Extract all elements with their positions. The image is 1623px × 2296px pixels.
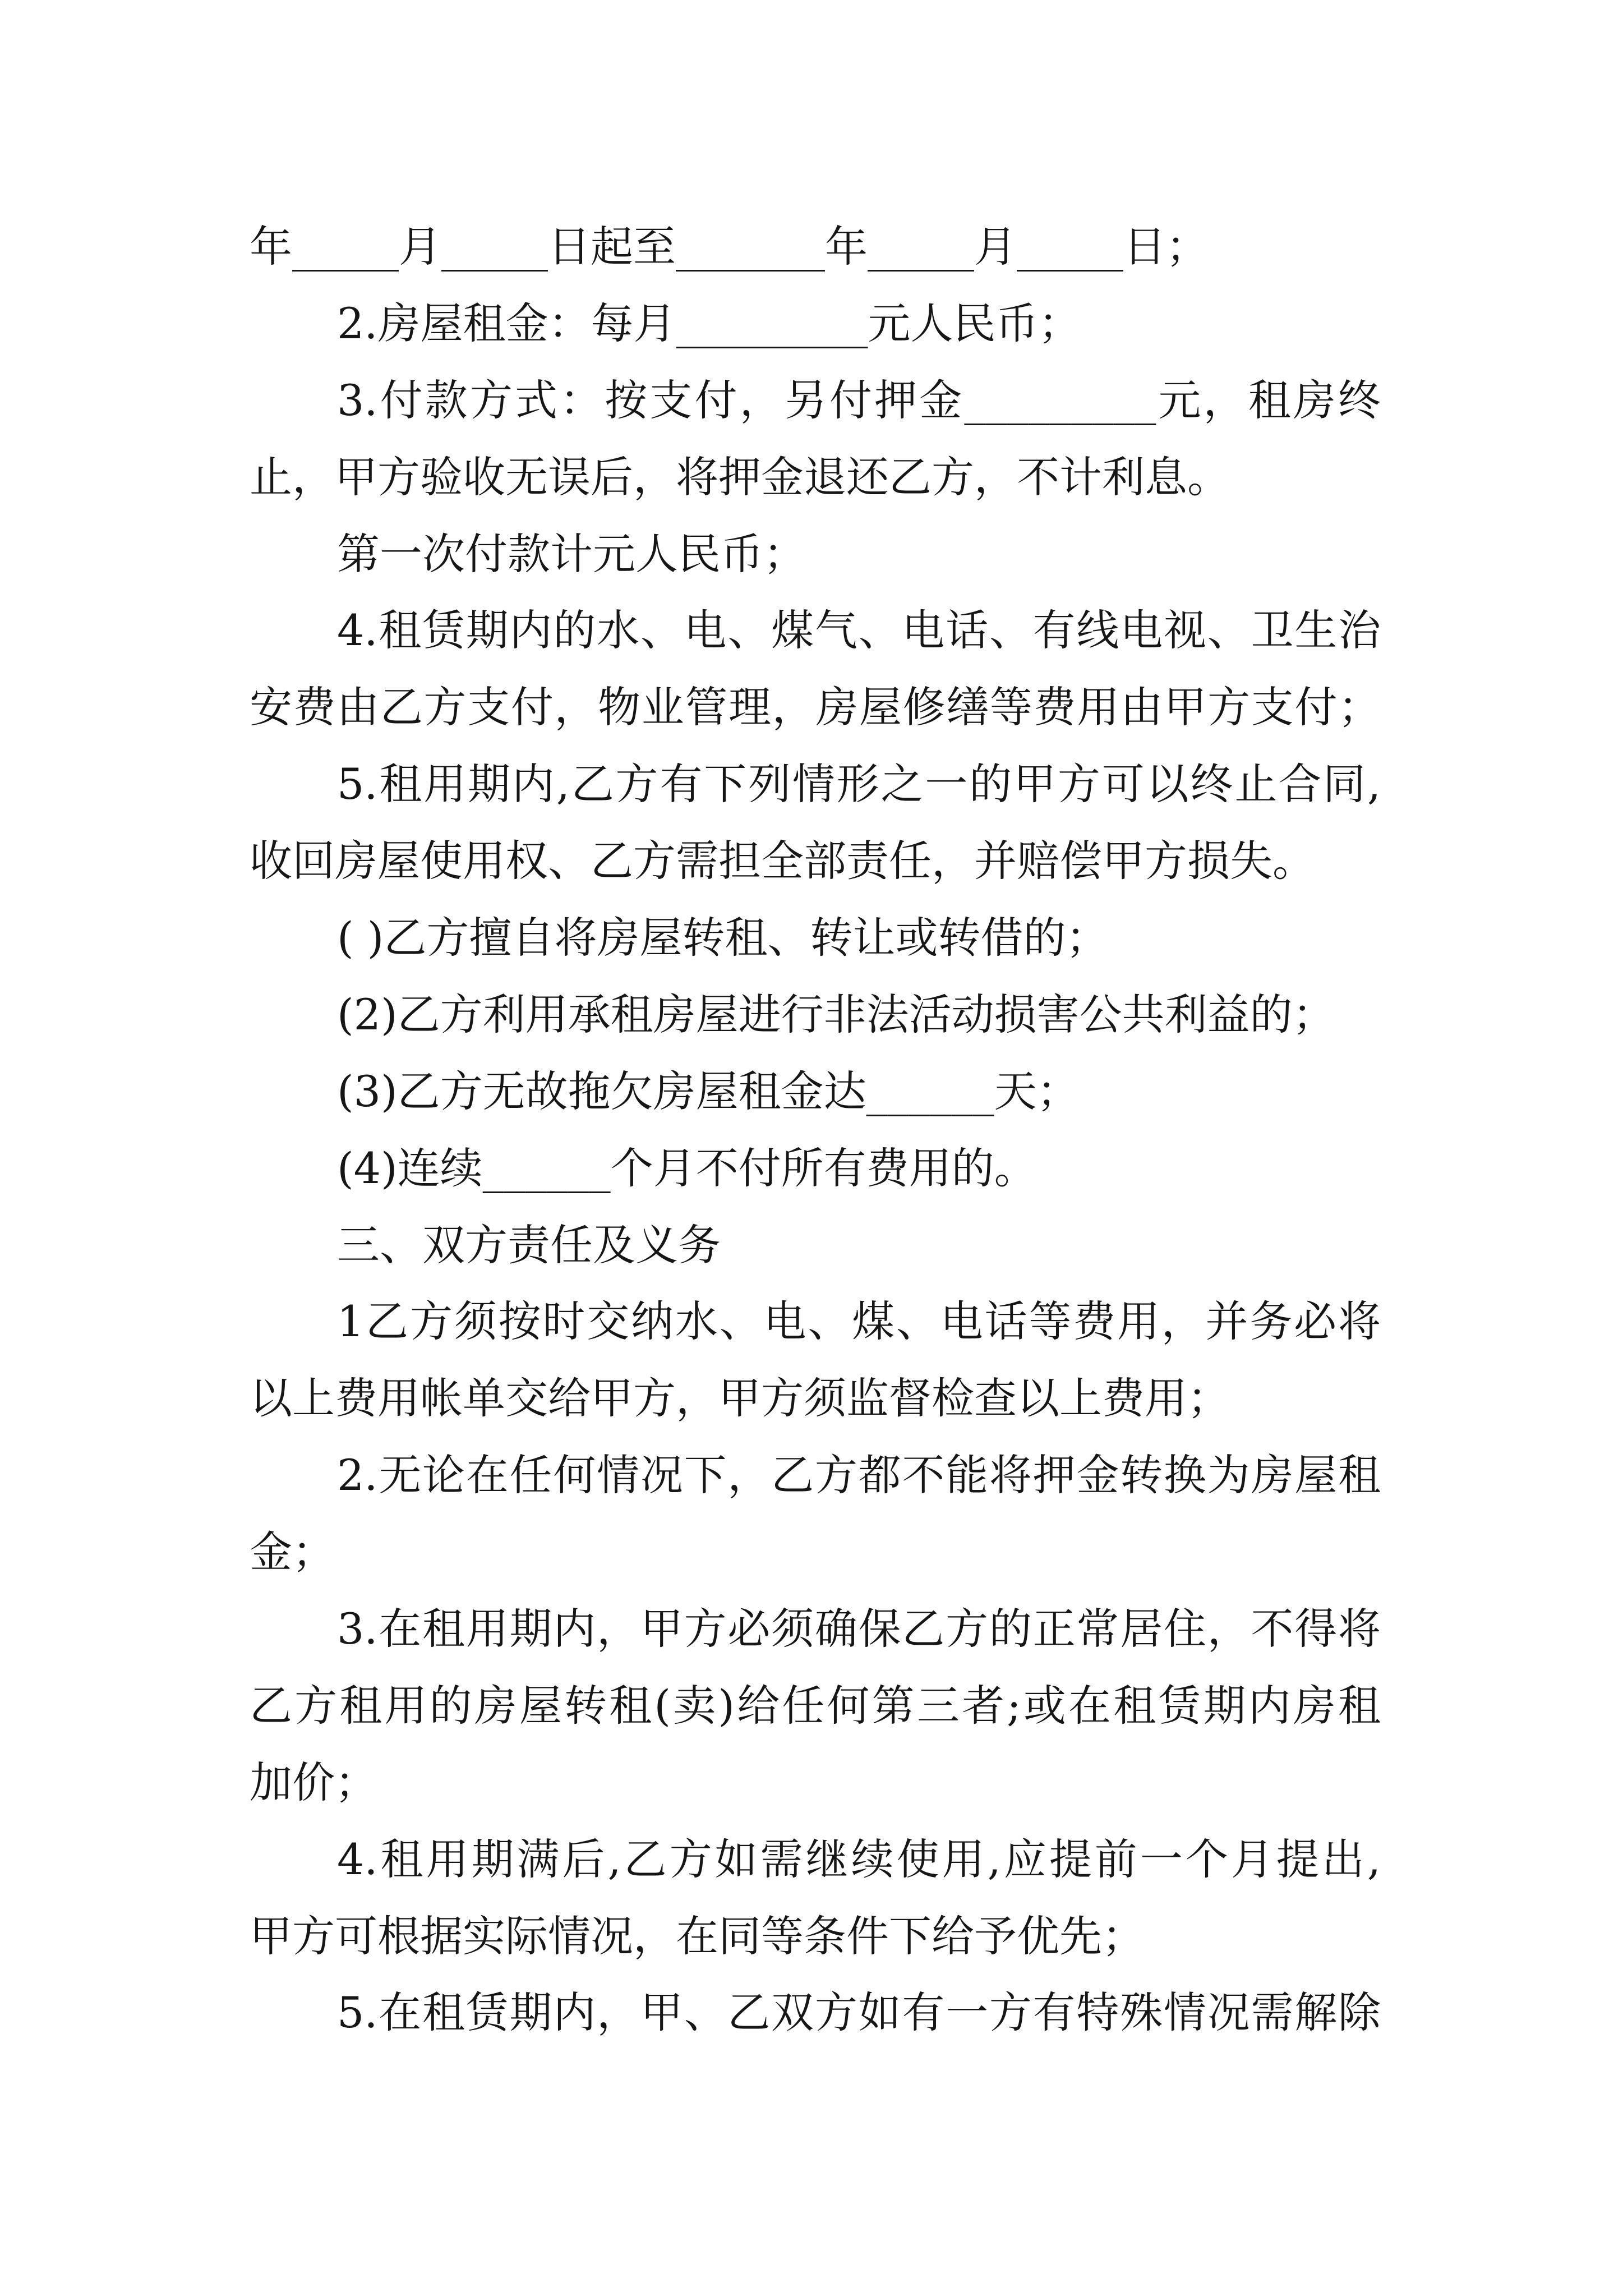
duty-4: 4.租用期满后,乙方如需继续使用,应提前一个月提出, bbox=[337, 1834, 1381, 1884]
duty-3-cont-2: 加价； bbox=[250, 1757, 377, 1807]
document-body bbox=[250, 209, 1381, 2051]
clause-utilities: 4.租赁期内的水、电、煤气、电话、有线电视、卫生治 bbox=[337, 605, 1381, 656]
termination-item-4: (4)连续______个月不付所有费用的。 bbox=[337, 1143, 1037, 1193]
clause-termination: 5.租用期内,乙方有下列情形之一的甲方可以终止合同, bbox=[337, 759, 1381, 809]
duty-2-cont: 金； bbox=[250, 1527, 335, 1577]
duty-5: 5.在租赁期内，甲、乙双方如有一方有特殊情况需解除 bbox=[337, 1987, 1381, 2038]
duty-1: 1乙方须按时交纳水、电、煤、电话等费用，并务必将 bbox=[337, 1296, 1381, 1347]
duty-2: 2.无论在任何情况下，乙方都不能将押金转换为房屋租 bbox=[337, 1450, 1381, 1501]
termination-item-3: (3)乙方无故拖欠房屋租金达______天； bbox=[337, 1066, 1080, 1116]
lease-period-dates: 年_____月_____日起至_______年_____月_____日； bbox=[250, 222, 1209, 272]
clause-payment-method-cont: 止，甲方验收无误后，将押金退还乙方，不计利息。 bbox=[250, 452, 1230, 502]
duty-1-cont: 以上费用帐单交给甲方，甲方须监督检查以上费用； bbox=[250, 1373, 1230, 1424]
section-heading-responsibilities: 三、双方责任及义务 bbox=[337, 1220, 721, 1270]
termination-item-1: ( )乙方擅自将房屋转租、转让或转借的； bbox=[337, 913, 1109, 963]
clause-payment-method: 3.付款方式：按支付，另付押金_________元，租房终 bbox=[337, 375, 1381, 425]
termination-item-2: (2)乙方利用承租房屋进行非法活动损害公共利益的； bbox=[337, 989, 1335, 1039]
duty-3-cont: 乙方租用的房屋转租(卖)给任何第三者;或在租赁期内房租 bbox=[250, 1680, 1381, 1731]
clause-utilities-cont: 安费由乙方支付，物业管理，房屋修缮等费用由甲方支付； bbox=[250, 682, 1381, 733]
first-payment-line: 第一次付款计元人民币； bbox=[337, 528, 806, 579]
duty-4-cont: 甲方可根据实际情况，在同等条件下给予优先； bbox=[250, 1911, 1145, 1961]
clause-rent: 2.房屋租金：每月_________元人民币； bbox=[337, 298, 1081, 348]
clause-termination-cont: 收回房屋使用权、乙方需担全部责任，并赔偿甲方损失。 bbox=[250, 836, 1315, 886]
duty-3: 3.在租用期内，甲方必须确保乙方的正常居住，不得将 bbox=[337, 1604, 1381, 1654]
